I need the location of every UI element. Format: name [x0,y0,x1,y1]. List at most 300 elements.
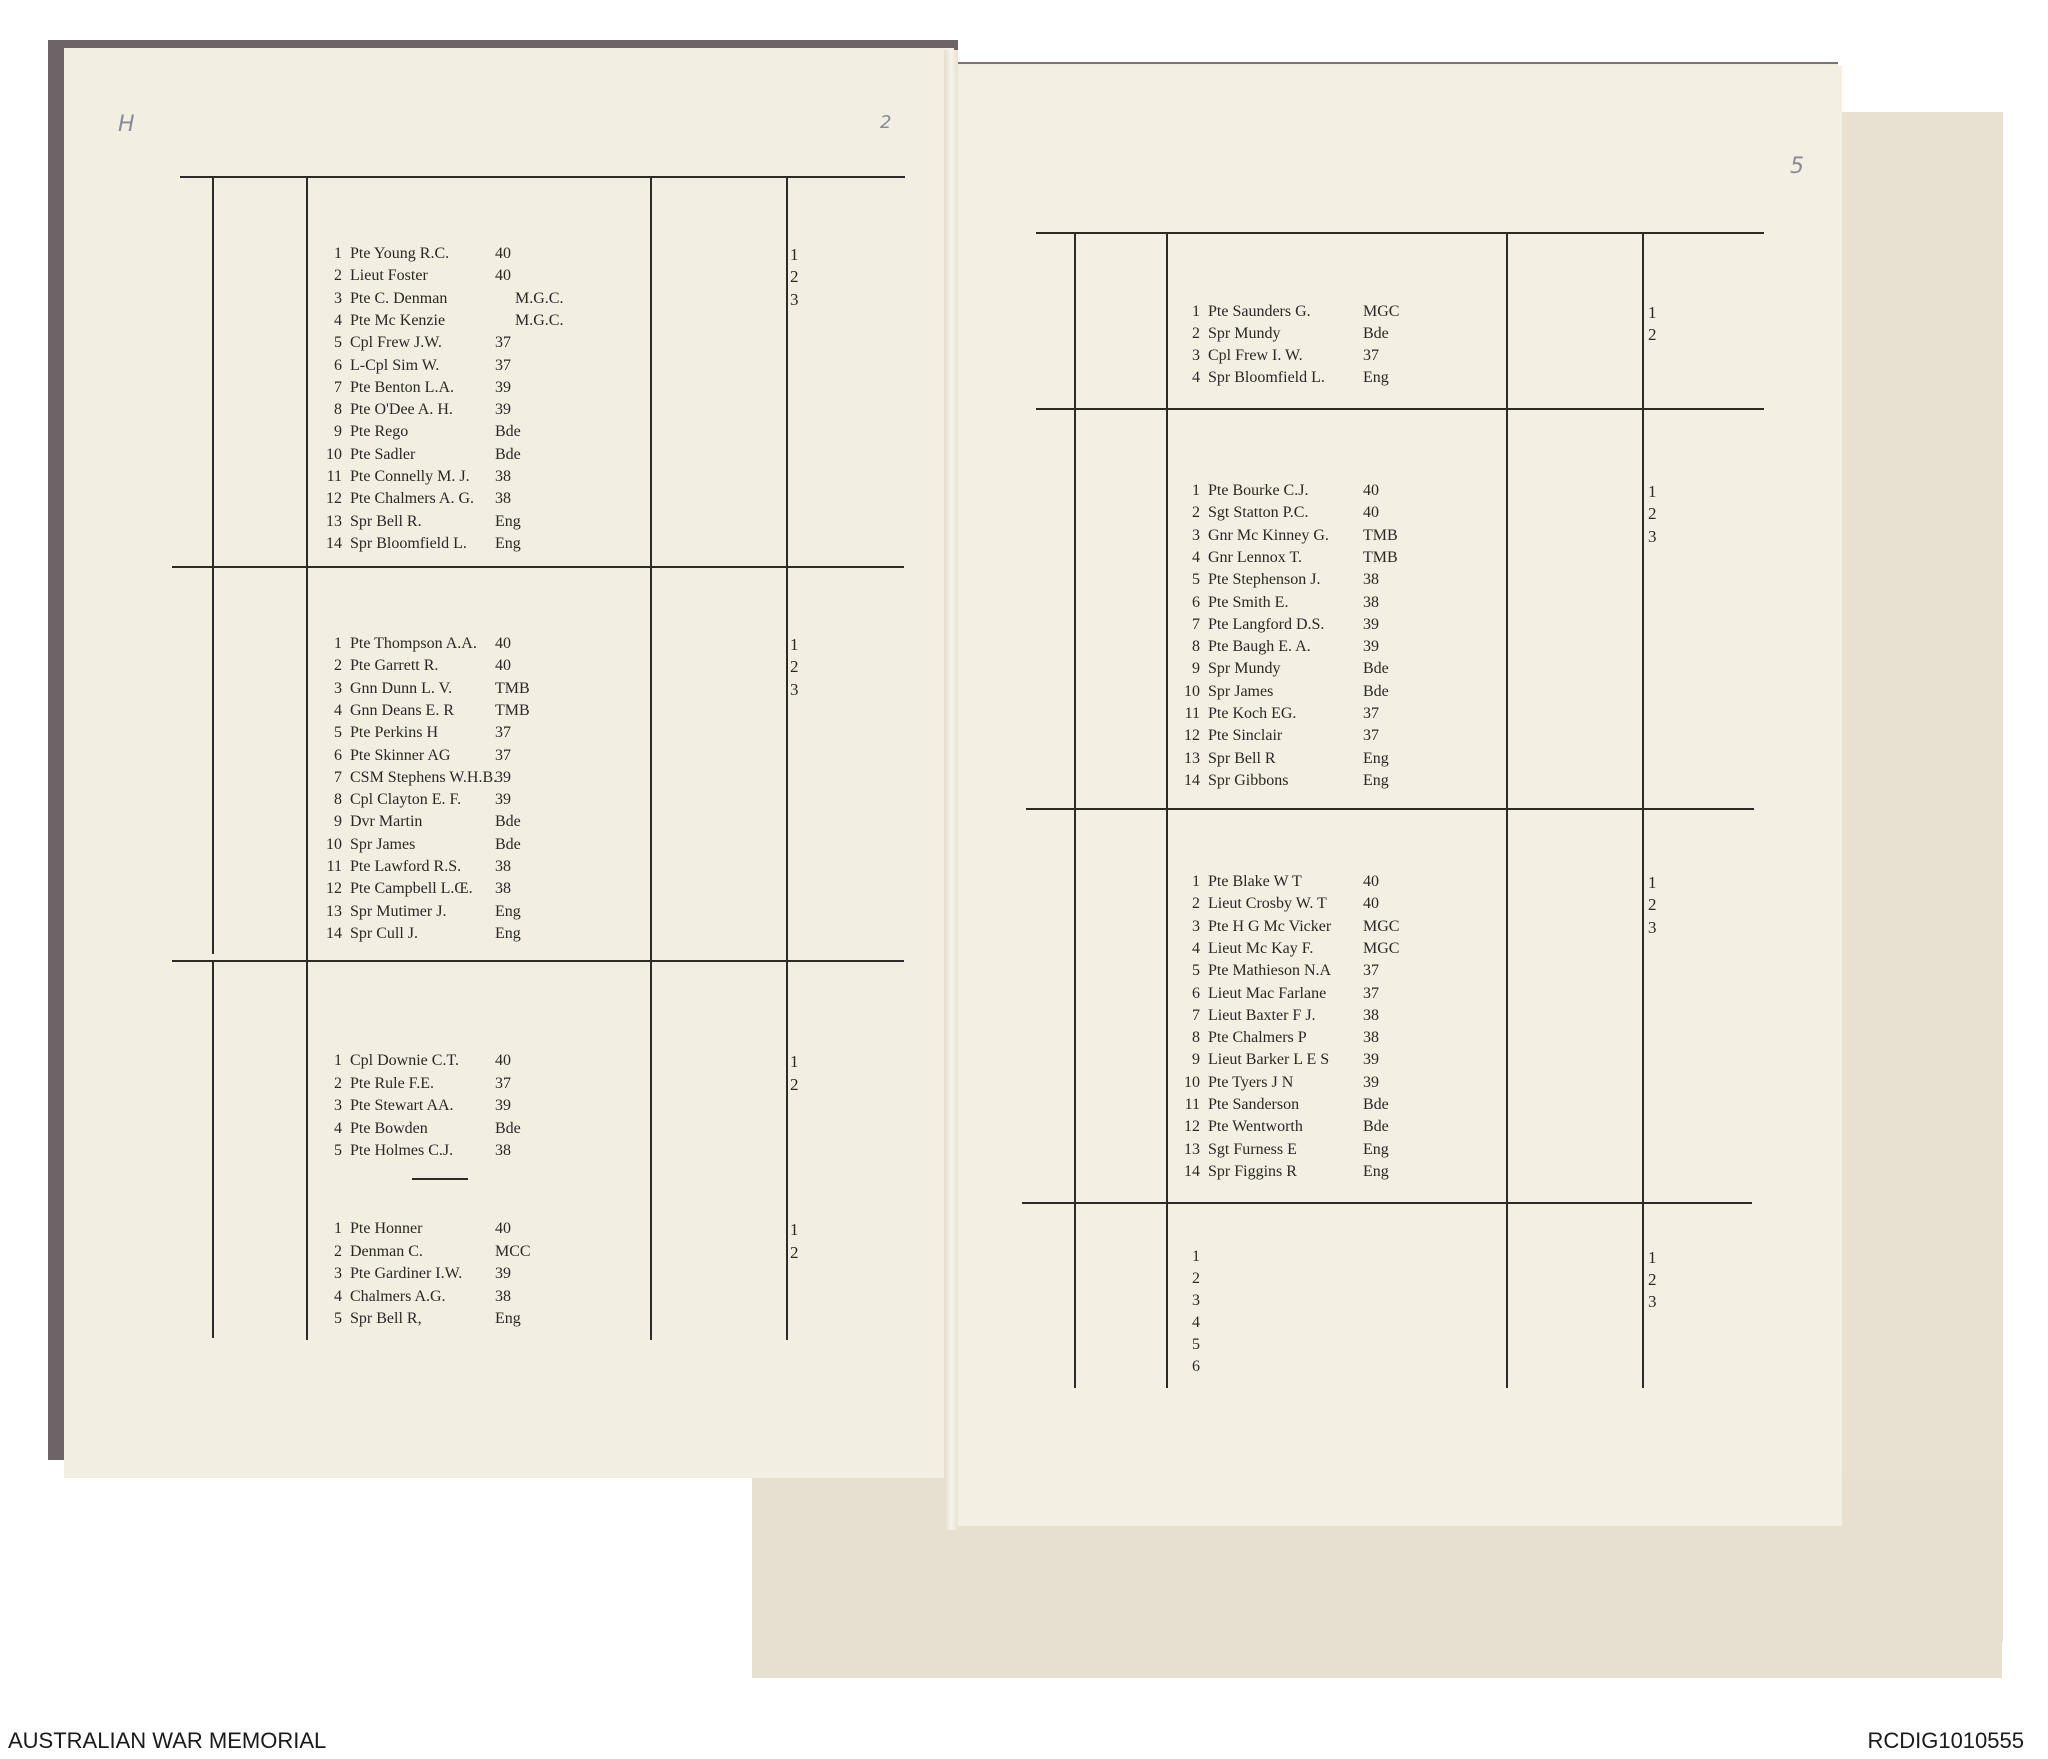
entrant-name: Pte Rego [350,423,409,441]
place-number: 2 [1648,504,1657,524]
entrant-number: 2 [334,1074,342,1092]
entrant-name: Pte H G Mc Vicker [1208,917,1332,935]
entrant-name: CSM Stephens W.H.B. [350,768,498,786]
entrant-row [320,534,521,553]
entrant-unit: Bde [495,835,521,853]
entrant-number: 3 [334,1097,342,1115]
place-number: 3 [790,289,799,309]
entrant-unit: Bde [1363,682,1389,700]
heat-underline [412,1178,468,1180]
entrant-name: Pte Bourke C.J. [1208,482,1309,499]
pencil-mark-left-page: 2 [880,112,892,133]
entrant-row [1178,1006,1379,1025]
entrant-row [1178,593,1379,612]
entrant-number: 10 [1184,1073,1200,1091]
place-number: 1 [1648,1248,1657,1267]
rule-event-divider [1036,408,1764,410]
entrant-row [1178,1292,1208,1310]
entrant-row [320,835,521,854]
entrant-number: 1 [334,1220,342,1237]
entrant-row [1178,1140,1389,1159]
entrant-row [320,679,530,698]
entrant-unit: 37 [1363,705,1379,722]
entrant-row [320,1074,511,1093]
entrant-row [320,1220,511,1238]
entrant-name: Gnn Dunn L. V. [350,679,453,697]
entrant-number: 6 [1192,984,1200,1002]
entrant-row [1178,1358,1208,1376]
entrant-name: Pte Tyers J N [1208,1073,1294,1091]
entrant-unit: Bde [1363,660,1389,678]
entrant-unit: 38 [495,1142,511,1160]
entrant-row [320,423,521,441]
entrant-number: 8 [334,401,342,419]
entrant-number: 5 [334,1142,342,1160]
entrant-unit: Bde [1363,325,1389,342]
entrant-unit: 40 [1363,873,1379,890]
entrant-name: Cpl Clayton E. F. [350,791,462,809]
entrant-number: 12 [326,880,342,898]
entrant-row [320,334,511,352]
entrant-name: Pte O'Dee A. H. [350,401,453,419]
entrant-row [1178,1248,1208,1266]
entrant-name: Pte Mc Kenzie [350,311,446,329]
entrant-number: 13 [326,902,342,920]
entrant-row [320,813,521,831]
entrant-unit: TMB [1363,526,1398,544]
entrant-unit: TMB [1363,548,1398,566]
rule-event-divider [1026,808,1754,810]
entrant-unit: 37 [1363,962,1379,980]
entrant-number: 1 [334,1052,342,1069]
entrant-number: 4 [1192,548,1200,566]
entrant-unit: Eng [1363,1140,1389,1158]
entrant-number: 4 [334,311,342,329]
entrant-number: 4 [334,701,342,719]
entrant-name: Pte Rule F.E. [350,1074,435,1092]
entrant-unit: Bde [495,423,521,441]
entrant-row [320,902,521,921]
entrant-unit: 39 [495,378,511,396]
entrant-number: 4 [1192,369,1200,386]
entrant-unit: 37 [495,356,511,374]
place-number: 1 [1648,873,1657,892]
entrant-unit: 38 [495,1287,511,1305]
place-number: 1 [1648,303,1657,322]
entrant-row [320,445,521,464]
place-number: 2 [790,657,799,677]
entrant-row [1178,895,1379,913]
entrant-unit: Eng [495,902,521,920]
entrant-name: Pte Honner [350,1220,423,1237]
entrant-number: 1 [1192,303,1200,320]
entrant-unit: Bde [1363,1096,1389,1113]
entrant-row [320,1119,521,1138]
place-number: 2 [790,1074,799,1094]
entrant-number: 14 [326,924,342,942]
entrant-name: Spr Mutimer J. [350,902,447,920]
entrant-number: 3 [334,289,342,307]
entrant-unit: 38 [495,468,511,485]
column-rule [650,176,652,1340]
place-number: 3 [1648,526,1657,546]
entrant-number: 4 [1192,939,1200,957]
entrant-unit: Bde [495,813,521,831]
entrant-number: 2 [1192,325,1200,342]
entrant-unit: Bde [495,445,521,463]
entrant-name: Pte Garrett R. [350,657,439,675]
entrant-unit: Eng [1363,1162,1389,1180]
entrant-name: Pte Sinclair [1208,727,1283,745]
place-number: 2 [1648,325,1657,344]
entrant-row [1178,771,1389,790]
entrant-name: Pte Young R.C. [350,245,450,262]
entrant-unit: 38 [1363,1006,1379,1024]
entrant-unit: 39 [1363,638,1379,656]
entrant-row [320,1287,511,1306]
entrant-number: 5 [1192,1336,1200,1353]
column-rule [1074,232,1076,1388]
entrant-row [1178,347,1379,365]
entrant-row [320,924,521,943]
entrant-row [320,858,511,876]
entrant-row [1178,962,1379,980]
column-rule [306,176,308,1340]
entrant-number: 5 [1192,962,1200,980]
entrant-name: Spr Gibbons [1208,771,1289,789]
entrant-name: Lieut Foster [350,267,428,285]
entrant-name: Pte Skinner AG [350,746,451,764]
entrant-name: Pte Blake W T [1208,873,1302,890]
entrant-number: 14 [1184,771,1200,789]
entrant-row [320,635,511,653]
entrant-row [1178,303,1400,321]
entrant-name: Pte Stewart AA. [350,1097,454,1115]
entrant-unit: 40 [1363,482,1379,499]
entrant-name: Gnr Mc Kinney G. [1208,526,1329,544]
entrant-number: 9 [1192,660,1200,678]
entrant-number: 3 [1192,347,1200,364]
entrant-name: Pte Stephenson J. [1208,571,1321,589]
entrant-name: Pte Langford D.S. [1208,615,1325,633]
entrant-name: Pte Smith E. [1208,593,1289,611]
entrant-name: Lieut Barker L E S [1208,1051,1330,1069]
entrant-name: Pte Bowden [350,1119,428,1137]
entrant-row [320,768,511,787]
entrant-number: 1 [1192,1248,1200,1265]
entrant-name: Spr Figgins R [1208,1162,1297,1180]
place-number: 2 [790,267,799,287]
entrant-unit: 38 [495,880,511,898]
entrant-number: 2 [1192,895,1200,913]
entrant-row [320,356,511,375]
entrant-unit: 39 [495,768,511,786]
entrant-unit: MGC [1363,939,1400,957]
entrant-unit: 39 [1363,1051,1379,1069]
entrant-row [1178,1073,1379,1092]
entrant-number: 8 [1192,1029,1200,1047]
entrant-row [1178,504,1379,522]
entrant-unit: 39 [1363,1073,1379,1091]
entrant-number: 11 [326,858,342,875]
entrant-number: 11 [1184,705,1200,722]
entrant-name: Pte Mathieson N.A [1208,962,1332,980]
entrant-row [320,490,511,508]
entrant-row [320,880,511,898]
entrant-unit: 38 [495,858,511,875]
entrant-number: 6 [1192,593,1200,611]
entrant-name: Spr Bell R, [350,1310,422,1328]
entrant-row [1178,1162,1389,1181]
entrant-number: 3 [1192,1292,1200,1309]
entrant-number: 14 [326,534,342,552]
entrant-unit: 37 [495,746,511,764]
entrant-name: Chalmers A.G. [350,1287,446,1305]
entrant-unit: 40 [1363,504,1379,522]
entrant-unit: 38 [1363,593,1379,611]
entrant-name: Lieut Crosby W. T [1208,895,1327,913]
entrant-name: Lieut Mc Kay F. [1208,939,1314,957]
entrant-row [320,289,564,308]
entrant-number: 1 [334,635,342,652]
entrant-row [320,791,511,809]
entrant-row [1178,727,1379,745]
entrant-unit: Eng [495,924,521,942]
entrant-unit: 37 [1363,347,1379,364]
entrant-row [1178,571,1379,589]
column-rule [786,176,788,1340]
entrant-number: 9 [334,423,342,441]
entrant-row [1178,369,1389,387]
entrant-name: Pte Koch EG. [1208,705,1297,722]
rule-top-left [180,176,905,178]
entrant-name: Pte Chalmers P [1208,1029,1307,1047]
entrant-name: Lieut Mac Farlane [1208,984,1327,1002]
entrant-number: 10 [326,835,342,853]
entrant-row [320,1142,511,1160]
entrant-name: Spr Bloomfield L. [1208,369,1325,386]
entrant-name: Gnn Deans E. R [350,701,454,719]
entrant-number: 2 [1192,1270,1200,1287]
entrant-unit: 39 [495,401,511,419]
entrant-name: Sgt Statton P.C. [1208,504,1309,522]
entrant-unit: MCC [495,1242,531,1260]
entrant-name: Dvr Martin [350,813,423,831]
entrant-unit: Eng [495,534,521,552]
column-rule [1506,232,1508,1388]
entrant-name: Pte Connelly M. J. [350,468,470,485]
column-rule [1642,232,1644,1388]
entrant-name: Pte Saunders G. [1208,303,1311,320]
rule-event-divider [172,960,904,962]
entrant-unit: 37 [495,1074,511,1092]
entrant-number: 3 [1192,526,1200,544]
entrant-row [320,267,511,285]
entrant-name: Lieut Baxter F J. [1208,1006,1316,1024]
entrant-row [320,1097,511,1115]
entrant-row [1178,984,1379,1003]
entrant-row [1178,939,1400,958]
entrant-number: 5 [334,1310,342,1328]
entrant-number: 13 [1184,1140,1200,1158]
entrant-number: 7 [1192,1006,1200,1024]
entrant-number: 8 [1192,638,1200,656]
entrant-name: Spr Cull J. [350,924,419,942]
entrant-row [1178,1029,1379,1047]
entrant-number: 10 [1184,682,1200,700]
entrant-name: Cpl Frew I. W. [1208,347,1303,364]
entrant-unit: Bde [495,1119,521,1137]
entrant-number: 7 [334,768,342,786]
entrant-row [1178,526,1398,545]
entrant-number: 1 [1192,482,1200,499]
entrant-row [320,701,530,720]
entrant-number: 12 [326,490,342,508]
entrant-row [320,1265,511,1283]
entrant-unit: 40 [495,635,511,652]
entrant-unit: 39 [495,791,511,809]
entrant-number: 11 [1184,1096,1200,1113]
entrant-unit: MGC [1363,303,1400,320]
entrant-name: Cpl Frew J.W. [350,334,442,352]
place-number: 1 [790,635,799,654]
footer-catalogue-id: RCDIG1010555 [1867,1728,2024,1753]
place-number: 3 [1648,1292,1657,1311]
entrant-number: 2 [1192,504,1200,522]
entrant-row [320,1310,521,1328]
place-number: 2 [1648,1270,1657,1289]
entrant-row [320,245,511,263]
entrant-number: 6 [1192,1358,1200,1375]
entrant-unit: 37 [1363,727,1379,745]
entrant-unit: TMB [495,679,530,697]
entrant-unit: 39 [1363,615,1379,633]
entrant-number: 5 [334,724,342,742]
entrant-unit: 40 [1363,895,1379,913]
entrant-unit: 40 [495,1220,511,1237]
place-number: 1 [790,1220,799,1239]
entrant-unit: 37 [1363,984,1379,1002]
entrant-unit: 37 [495,724,511,742]
entrant-number: 8 [334,791,342,809]
entrant-row [1178,615,1379,634]
entrant-row [1178,548,1398,567]
place-number: 1 [790,1052,799,1071]
entrant-name: Pte Sanderson [1208,1096,1300,1113]
entrant-name: Pte Campbell L.Œ. [350,880,473,898]
entrant-unit: Eng [1363,771,1389,789]
entrant-row [320,657,511,675]
entrant-row [320,311,564,330]
entrant-name: Spr Bloomfield L. [350,534,467,552]
column-rule [212,960,214,1338]
entrant-row [320,468,511,486]
entrant-number: 11 [326,468,342,485]
entrant-name: Spr James [350,835,416,853]
entrant-number: 7 [334,378,342,396]
entrant-number: 4 [1192,1314,1200,1331]
entrant-number: 2 [334,657,342,675]
entrant-unit: 37 [495,334,511,352]
entrant-number: 6 [334,356,342,374]
rule-top-right [1036,232,1764,234]
entrant-unit: 39 [495,1097,511,1115]
entrant-row [1178,482,1379,500]
entrant-name: Pte Thompson A.A. [350,635,477,652]
entrant-name: Denman C. [350,1242,423,1260]
entrant-name: Pte Perkins H [350,724,438,742]
entrant-name: Pte Holmes C.J. [350,1142,454,1160]
entrant-row [1178,660,1389,678]
column-rule [1166,232,1168,1388]
entrant-row [1178,1270,1208,1288]
entrant-number: 2 [334,1242,342,1260]
entrant-name: Spr Mundy [1208,660,1281,678]
entrant-number: 12 [1184,727,1200,745]
entrant-row [1178,705,1379,723]
entrant-name: Pte Baugh E. A. [1208,638,1311,656]
entrant-unit: 40 [495,245,511,262]
entrant-row [320,724,511,742]
entrant-row [320,512,521,531]
entrant-number: 9 [334,813,342,831]
entrant-name: Pte Benton L.A. [350,378,454,396]
place-number: 2 [1648,895,1657,915]
entrant-number: 3 [1192,917,1200,935]
entrant-row [320,401,511,419]
entrant-number: 1 [1192,873,1200,890]
place-number: 3 [1648,917,1657,937]
entrant-number: 4 [334,1119,342,1137]
entrant-name: Gnr Lennox T. [1208,548,1303,566]
entrant-row [1178,749,1389,768]
entrant-name: Pte Chalmers A. G. [350,490,474,508]
entrant-unit: Eng [1363,369,1389,386]
entrant-row [1178,682,1389,701]
entrant-row [1178,1336,1208,1354]
entrant-number: 2 [334,267,342,285]
entrant-number: 12 [1184,1118,1200,1136]
entrant-row [1178,325,1389,343]
entrant-name: Pte Sadler [350,445,416,463]
entrant-name: Pte Lawford R.S. [350,858,462,875]
entrant-row [320,378,511,397]
footer-credit: AUSTRALIAN WAR MEMORIAL [8,1728,327,1753]
entrant-row [1178,1314,1208,1332]
entrant-number: 13 [326,512,342,530]
entrant-name: Pte Gardiner I.W. [350,1265,463,1283]
place-number: 1 [790,245,799,264]
entrant-row [320,1052,511,1070]
entrant-number: 5 [1192,571,1200,589]
entrant-row [1178,1118,1389,1136]
place-number: 2 [790,1242,799,1262]
entrant-unit: TMB [495,701,530,719]
entrant-row [1178,638,1379,656]
entrant-name: Cpl Downie C.T. [350,1052,460,1069]
entrant-name: Sgt Furness E [1208,1140,1297,1158]
entrant-row [1178,917,1400,936]
place-number: 3 [790,679,799,699]
rule-event-divider [172,566,904,568]
entrant-unit: 38 [495,490,511,508]
entrant-unit: 40 [495,1052,511,1069]
entrant-unit: 38 [1363,571,1379,589]
entrant-name: Spr Bell R [1208,749,1276,767]
column-rule [212,176,214,954]
entrant-number: 14 [1184,1162,1200,1180]
entrant-number: 13 [1184,749,1200,767]
